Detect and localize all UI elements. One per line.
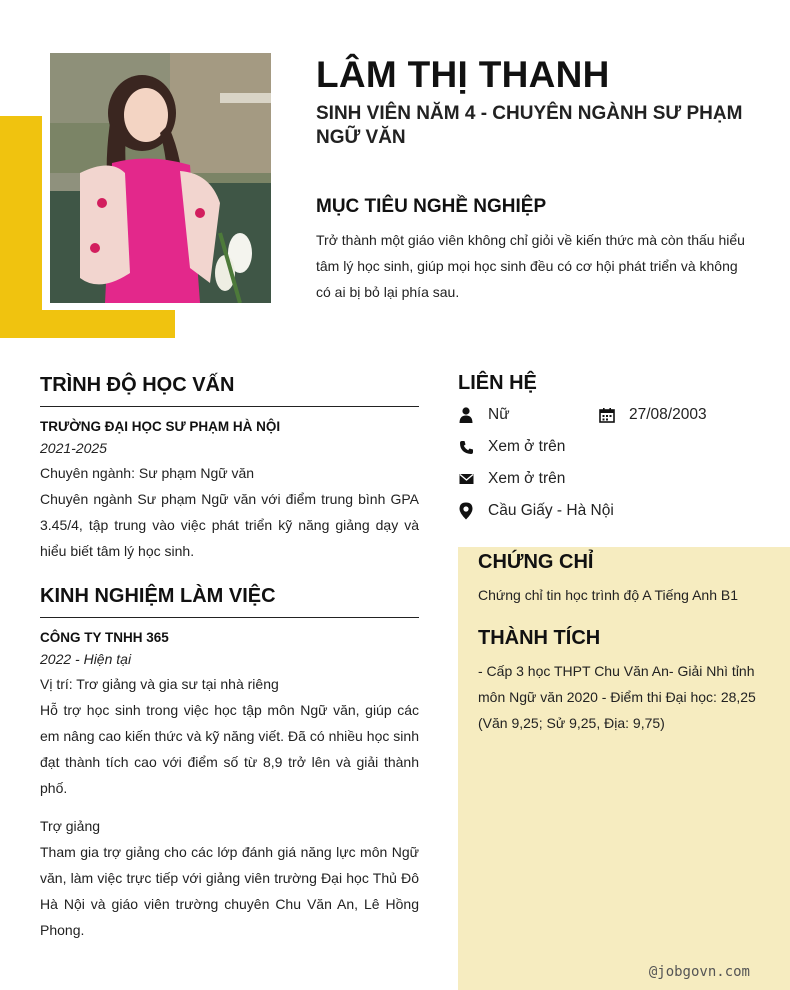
gender-value: Nữ — [488, 406, 510, 423]
education-description: Chuyên ngành Sư phạm Ngữ văn với điểm trung bình GPA 3.45/4, tập trung vào việc phát triển kỹ năng giảng dạy và hiểu biết tâm lý học sinh. — [40, 491, 419, 559]
profile-photo — [50, 53, 271, 303]
contact-birthday — [599, 406, 707, 424]
candidate-subtitle: SINH VIÊN NĂM 4 - CHUYÊN NGÀNH SƯ PHẠM NGỮ VĂN — [316, 103, 743, 148]
contact-gender — [458, 406, 510, 424]
contact-section — [458, 372, 758, 395]
watermark: @jobgovn.com — [648, 964, 750, 980]
candidate-name: LÂM THỊ THANH — [316, 54, 610, 95]
achievements-text: - Cấp 3 học THPT Chu Văn An- Giải Nhì tỉnh môn Ngữ văn 2020 - Điểm thi Đại học: 28,25 (Văn 9,25; Sử 9,25, Địa: 9,75) — [478, 663, 756, 731]
experience-position: Vị trí: Trơ giảng và gia sư tại nhà riêng — [40, 676, 279, 692]
school-name: TRƯỜNG ĐẠI HỌC SƯ PHẠM HÀ NỘI — [40, 419, 281, 434]
achievements-title: THÀNH TÍCH — [478, 627, 601, 649]
experience-period: 2022 - Hiện tại — [40, 651, 132, 667]
contact-address — [458, 502, 614, 520]
side-panel — [458, 547, 790, 990]
location-pin-icon — [458, 502, 474, 520]
divider — [40, 406, 419, 407]
contact-phone — [458, 438, 565, 456]
education-major: Chuyên ngành: Sư phạm Ngữ văn — [40, 465, 255, 481]
birthday-value: 27/08/2003 — [629, 406, 707, 423]
envelope-icon — [458, 470, 474, 488]
experience-section — [40, 585, 419, 943]
divider — [40, 617, 419, 618]
contact-title: LIÊN HỆ — [458, 372, 537, 394]
email-value: Xem ở trên — [488, 470, 566, 487]
certificates-title: CHỨNG CHỈ — [478, 551, 594, 573]
objective-text: Trở thành một giáo viên không chỉ giỏi về kiến thức mà còn thấu hiểu tâm lý học sinh, giúp mọi học sinh đều có cơ hội phát triển và không có ai bị bỏ lại phía sau. — [316, 232, 745, 300]
experience-title: KINH NGHIỆM LÀM VIỆC — [40, 585, 276, 607]
phone-icon — [458, 438, 474, 456]
certificates-text: Chứng chỉ tin học trình độ A Tiếng Anh B1 — [478, 587, 738, 603]
education-period: 2021-2025 — [40, 440, 107, 456]
education-section — [40, 374, 419, 564]
experience-role2: Trợ giảng — [40, 818, 101, 834]
experience-description2: Tham gia trợ giảng cho các lớp đánh giá năng lực môn Ngữ văn, làm việc trực tiếp với giảng viên trường Đại học Thủ Đô Hà Nội và giáo viên trường chuyên Chu Văn An, Lê Hồng Phong. — [40, 844, 419, 938]
objective-title: MỤC TIÊU NGHỀ NGHIỆP — [316, 196, 547, 217]
experience-description: Hỗ trợ học sinh trong việc học tập môn Ngữ văn, giúp các em nâng cao kiến thức và kỹ năng viết. Đã có nhiều học sinh đạt thành tích cao với điểm số từ 8,9 trở lên và giải thành phố. — [40, 702, 419, 796]
accent-bar-horizontal — [0, 310, 175, 338]
address-value: Cầu Giấy - Hà Nội — [488, 502, 614, 519]
contact-email — [458, 470, 565, 488]
person-icon — [458, 406, 474, 424]
company-name: CÔNG TY TNHH 365 — [40, 630, 169, 645]
education-title: TRÌNH ĐỘ HỌC VẤN — [40, 374, 235, 396]
accent-bar-vertical — [0, 116, 42, 338]
phone-value: Xem ở trên — [488, 438, 566, 455]
calendar-icon — [599, 406, 615, 424]
